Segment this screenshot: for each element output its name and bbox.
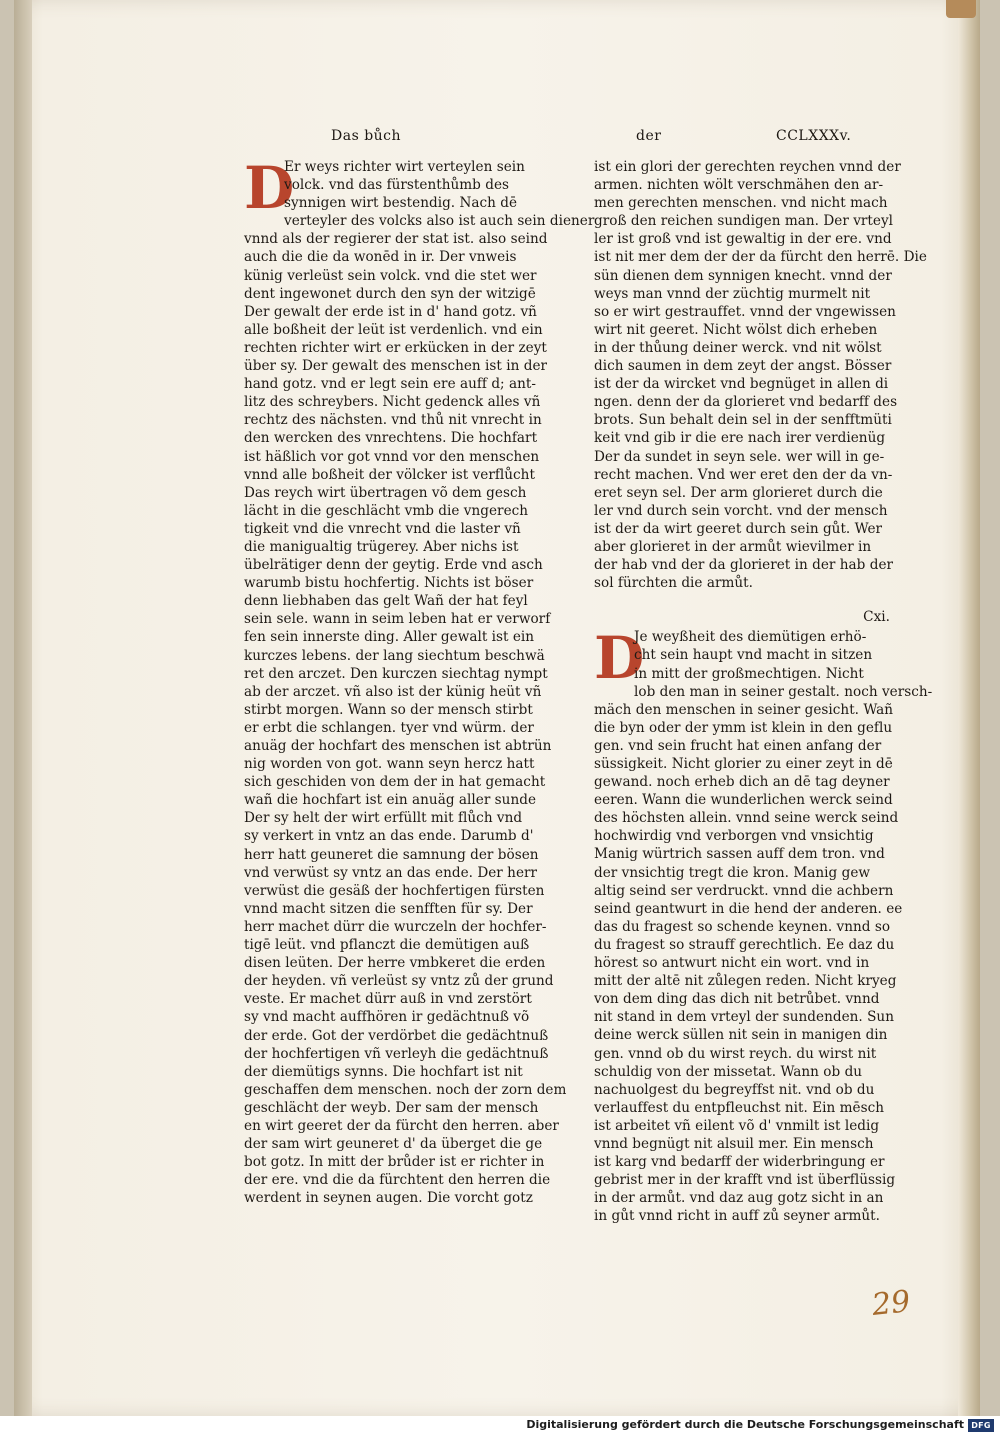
text-line: hochwirdig vnd verborgen vnd vnsichtig — [594, 828, 874, 845]
text-line: armen. nichten wölt verschmähen den ar- — [594, 177, 884, 194]
text-line: herr hatt geuneret die samnung der bösen — [244, 846, 539, 863]
text-line: der heyden. vñ verleüst sy vntz zů der grund — [244, 973, 554, 990]
text-line: disen leüten. Der herre vmbkeret die erden — [244, 955, 546, 972]
text-line: über sy. Der gewalt des menschen ist in der — [244, 358, 548, 375]
text-line: seind geantwurt in die hend der anderen. ee — [594, 900, 903, 917]
text-line: ist nit mer dem der der da fürcht den herrē. Die — [594, 249, 927, 266]
text-line: synnigen wirt bestendig. Nach dē — [284, 195, 518, 212]
text-line: wañ die hochfart ist ein anuäg aller sunde — [244, 792, 537, 809]
text-line: altig seind ser verdruckt. vnnd die achbern — [594, 882, 894, 899]
text-line: keit vnd gib ir die ere nach irer verdienüg — [594, 430, 886, 447]
text-line: nit stand in dem vrteyl der sundenden. Sun — [594, 1009, 894, 1026]
right-column — [594, 158, 933, 1225]
text-line: der vnsichtig tregt die kron. Manig gew — [594, 864, 871, 881]
text-line: herr machet dürr die wurczeln der hochfer- — [244, 918, 547, 935]
left-column — [244, 154, 595, 1207]
right-column-text-bottom — [594, 624, 933, 1225]
text-line: deine werck süllen nit sein in manigen din — [594, 1027, 888, 1044]
text-line: künig verleüst sein volck. vnd die stet wer — [244, 267, 537, 284]
text-line: recht machen. Vnd wer eret den der da vn- — [594, 466, 893, 483]
text-line: verteyler des volcks also ist auch sein diener — [284, 213, 595, 230]
text-line: sol fürchten die armůt. — [594, 575, 753, 592]
text-line: veste. Er machet dürr auß in vnd zerstört — [244, 991, 532, 1008]
text-line: das du fragest so schende keynen. vnnd so — [594, 918, 891, 935]
text-line: stirbt morgen. Wann so der mensch stirbt — [244, 701, 533, 718]
text-line: ist der da wircket vnd begnüget in allen di — [594, 376, 889, 393]
text-line: dich saumen in dem zeyt der angst. Bösser — [594, 358, 892, 375]
right-column-lower-block — [594, 624, 933, 1225]
text-line: ab der arczet. vñ also ist der künig heüt vñ — [244, 683, 542, 700]
text-line: ret den arczet. Den kurczen siechtag nympt — [244, 665, 548, 682]
text-line: Je weyßheit des diemütigen erhö- — [634, 629, 867, 646]
text-line: ler vnd durch sein vorcht. vnd der mensch — [594, 502, 888, 519]
text-line: mäch den menschen in seiner gesicht. Wañ — [594, 701, 894, 718]
text-line: cht sein haupt vnd macht in sitzen — [634, 647, 873, 664]
text-line: fen sein innerste ding. Aller gewalt ist ein — [244, 629, 535, 646]
text-line: der erde. Got der verdörbet die gedächtnuß — [244, 1027, 549, 1044]
text-line: verlauffest du entpfleuchst nit. Ein mēsch — [594, 1099, 885, 1116]
text-line: vnnd als der regierer der stat ist. also seind — [244, 231, 548, 248]
text-line: Manig würtrich sassen auff dem tron. vnd — [594, 846, 885, 863]
text-line: eret seyn sel. Der arm glorieret durch die — [594, 484, 883, 501]
text-line: vnnd begnügt nit alsuil mer. Ein mensch — [594, 1135, 874, 1152]
handwritten-folio-number: 29 — [870, 1284, 912, 1323]
text-line: volck. vnd das fürstenthůmb des — [284, 177, 510, 194]
text-line: warumb bistu hochfertig. Nichts ist böser — [244, 575, 534, 592]
text-line: men gerechten menschen. vnd nicht mach — [594, 195, 888, 212]
running-head-center: der — [636, 128, 662, 144]
text-line: verwüst die gesäß der hochfertigen fürsten — [244, 882, 545, 899]
text-line: bot gotz. In mitt der brůder ist er richter in — [244, 1154, 545, 1171]
text-line: die byn oder der ymm ist klein in den geflu — [594, 719, 893, 736]
text-line: der ere. vnd die da fürchtent den herren die — [244, 1172, 551, 1189]
text-line: sy vnd macht auffhören ir gedächtnuß võ — [244, 1009, 530, 1026]
text-line: nachuolgest du begreyffst nit. vnd ob du — [594, 1081, 875, 1098]
rubricated-initial: D — [594, 624, 645, 693]
text-line: in mitt der großmechtigen. Nicht — [634, 665, 864, 682]
text-line: alle boßheit der leüt ist verdenlich. vnd ein — [244, 321, 543, 338]
text-line: werdent in seynen augen. Die vorcht gotz — [244, 1190, 533, 1207]
text-line: lob den man in seiner gestalt. noch versch- — [634, 683, 933, 700]
text-line: vnnd macht sitzen die senfften für sy. Der — [244, 900, 533, 917]
text-line: süssigkeit. Nicht glorier zu einer zeyt in dē — [594, 756, 893, 772]
text-line: Das reych wirt übertragen võ dem gesch — [244, 484, 527, 501]
text-line: lächt in die geschlächt vmb die vngerech — [244, 502, 529, 519]
text-line: gebrist mer in der krafft vnd ist überflüssig — [594, 1172, 896, 1189]
text-line: des höchsten allein. vnnd seine werck seind — [594, 810, 899, 827]
text-line: hand gotz. vnd er legt sein ere auff d; ant- — [244, 376, 536, 393]
page-right-edge — [958, 0, 980, 1416]
text-line: sein sele. wann in seim leben hat er verworf — [244, 611, 551, 628]
text-line: sich geschiden von dem der in hat gemacht — [244, 774, 546, 791]
text-line: wirt nit geeret. Nicht wölst dich erheben — [594, 321, 878, 338]
rubricated-initial: D — [244, 154, 295, 222]
text-line: geschaffen dem menschen. noch der zorn dem — [244, 1081, 567, 1098]
text-line: gen. vnnd ob du wirst reych. du wirst nit — [594, 1045, 877, 1062]
text-line: eeren. Wann die wunderlichen werck seind — [594, 792, 893, 809]
text-line: geschlächt der weyb. Der sam der mensch — [244, 1099, 539, 1116]
right-column-text-top — [594, 158, 927, 592]
text-line: Der da sundet in seyn sele. wer will in ge- — [594, 448, 885, 465]
text-line: sün dienen dem synnigen knecht. vnnd der — [594, 267, 892, 284]
text-line: ler ist groß vnd ist gewaltig in der ere. vnd — [594, 231, 892, 248]
text-line: in gůt vnnd richt in auff zů seyner armůt. — [594, 1208, 880, 1225]
text-line: Der gewalt der erde ist in d' hand gotz. vñ — [244, 303, 537, 320]
text-line: ist häßlich vor got vnnd vor den menschen — [244, 448, 540, 465]
text-line: die manigualtig trügerey. Aber nichs ist — [244, 538, 519, 555]
text-line: schuldig von der missetat. Wann ob du — [594, 1063, 863, 1080]
text-line: tigkeit vnd die vnrecht vnd die laster vñ — [244, 520, 521, 537]
text-line: der hab vnd der da glorieret in der hab der — [594, 557, 894, 574]
text-line: anuäg der hochfart des menschen ist abtrün — [244, 738, 552, 754]
text-line: so er wirt gestrauffet. vnnd der vngewissen — [594, 303, 896, 320]
text-line: übelrätiger denn der geytig. Erde vnd asch — [244, 557, 543, 574]
text-line: ist ein glori der gerechten reychen vnnd der — [594, 159, 901, 175]
running-head-left: Das bůch — [331, 128, 402, 144]
text-line: vnd verwüst sy vntz an das ende. Der herr — [244, 864, 538, 881]
text-line: denn liebhaben das gelt Wañ der hat feyl — [244, 593, 528, 610]
text-line: aber glorieret in der armůt wievilmer in — [594, 538, 872, 555]
text-line: gewand. noch erheb dich an dē tag deyner — [594, 774, 890, 791]
text-line: kurczes lebens. der lang siechtum beschwä — [244, 647, 545, 664]
text-line: tigē leüt. vnd pflanczt die demütigen auß — [244, 937, 530, 954]
text-line: den wercken des vnrechtens. Die hochfart — [244, 430, 538, 447]
page-gutter — [14, 0, 32, 1416]
text-line: groß den reichen sundigen man. Der vrteyl — [594, 213, 894, 230]
text-line: ist karg vnd bedarff der widerbringung er — [594, 1154, 885, 1171]
text-line: en wirt geeret der da fürcht den herren. aber — [244, 1117, 559, 1134]
text-line: du fragest so strauff gerechtlich. Ee daz du — [594, 936, 895, 953]
text-line: ist arbeitet vñ eilent võ d' vnmilt ist ledig — [594, 1117, 880, 1134]
text-line: in der thůung deiner werck. vnd nit wölst — [594, 339, 882, 356]
text-line: ngen. denn der da glorieret vnd bedarff des — [594, 394, 898, 411]
footer-bar — [0, 1416, 1000, 1436]
funding-credit: Digitalisierung gefördert durch die Deutsche Forschungsgemeinschaft — [526, 1418, 964, 1431]
text-line: nig worden von got. wann seyn hercz hatt — [244, 756, 535, 773]
text-line: rechtz des nächsten. vnd thů nit vnrecht in — [244, 412, 542, 429]
text-line: von dem ding das dich nit betrůbet. vnnd — [594, 991, 880, 1008]
text-line: weys man vnnd der züchtig murmelt nit — [594, 285, 871, 302]
text-line: rechten richter wirt er erkücken in der zeyt — [244, 339, 547, 356]
text-line: litz des schreybers. Nicht gedenck alles vñ — [244, 394, 541, 411]
text-line: dent ingewonet durch den syn der witzigē — [244, 285, 536, 302]
text-line: Der sy helt der wirt erfüllt mit flůch vnd — [244, 810, 523, 827]
dfg-logo: DFG — [968, 1419, 994, 1432]
text-line: Er weys richter wirt verteylen sein — [284, 159, 525, 175]
text-line: hörest so antwurt nicht ein wort. vnd in — [594, 955, 870, 972]
text-line: ist der da wirt geeret durch sein gůt. Wer — [594, 520, 883, 537]
text-line: der sam wirt geuneret d' da überget die ge — [244, 1136, 543, 1153]
text-line: sy verkert in vntz an das ende. Darumb d' — [244, 828, 534, 845]
left-column-text — [244, 154, 595, 1207]
chapter-mark: Cxi. — [863, 609, 890, 626]
text-line: der diemütigs synns. Die hochfart ist nit — [244, 1063, 523, 1080]
text-line: gen. vnd sein frucht hat einen anfang der — [594, 737, 882, 754]
binding-edge — [946, 0, 976, 18]
text-line: er erbt die schlangen. tyer vnd würm. der — [244, 719, 534, 736]
text-line: vnnd alle boßheit der völcker ist verflůcht — [244, 466, 535, 483]
text-line: mitt der altē nit zůlegen reden. Nicht kryeg — [594, 973, 897, 990]
folio-header: CCLXXXv. — [776, 128, 852, 144]
text-line: brots. Sun behalt dein sel in der senfftmüti — [594, 412, 892, 429]
text-line: der hochfertigen vñ verleyh die gedächtnuß — [244, 1045, 549, 1062]
text-line: auch die die da wonēd in ir. Der vnweis — [244, 249, 517, 266]
text-line: in der armůt. vnd daz aug gotz sicht in an — [594, 1190, 884, 1207]
